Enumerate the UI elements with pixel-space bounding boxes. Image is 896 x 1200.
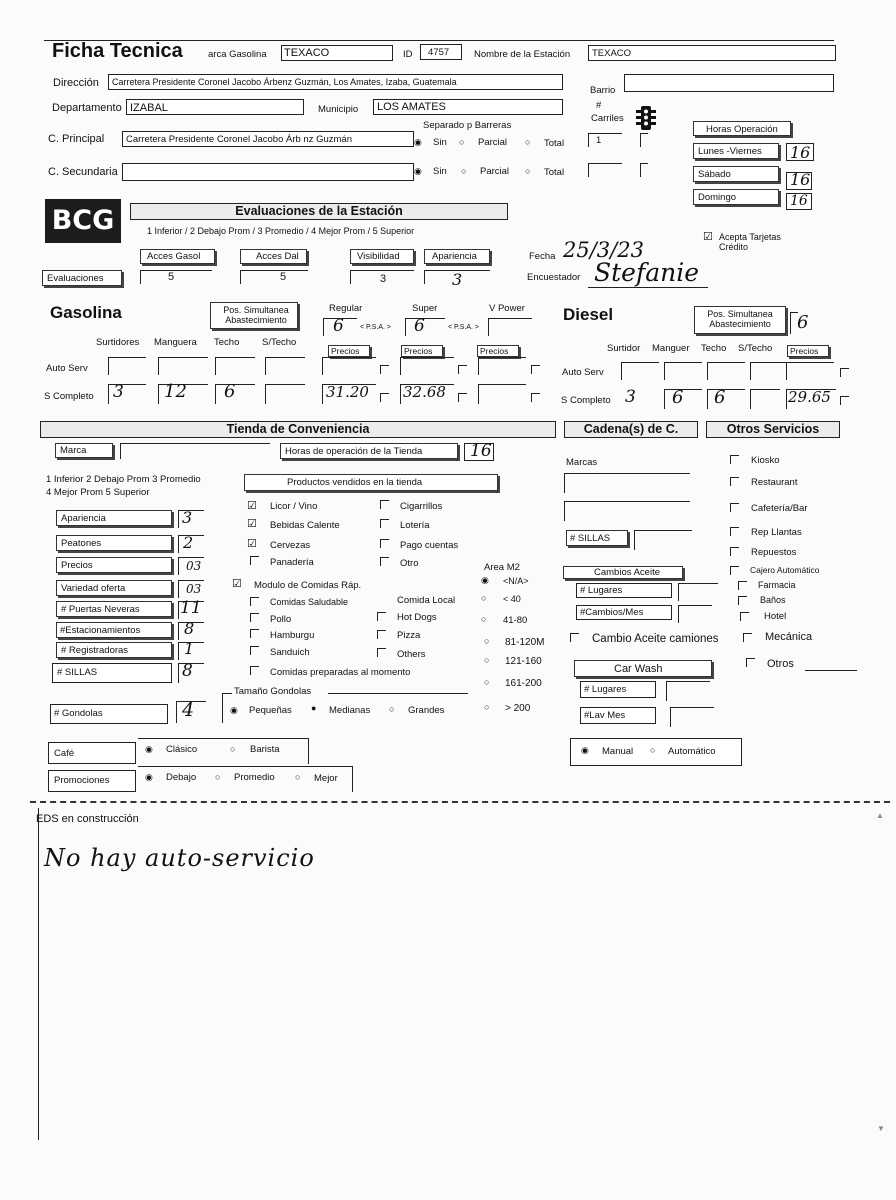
kiosko-label: Kiosko <box>751 455 780 466</box>
notes-label: EDS en construcción <box>36 813 139 825</box>
secundaria-sin-label: Sin <box>433 166 447 177</box>
regular-psa-value: 6 <box>333 316 344 336</box>
cervezas-checkbox[interactable]: ☑ <box>247 538 257 550</box>
hours-title: Horas Operación <box>706 124 778 135</box>
mejor-label: Mejor <box>314 773 338 784</box>
vpower-label: V Power <box>489 303 525 314</box>
modulo-checkbox[interactable]: ☑ <box>232 578 242 590</box>
licor-label: Licor / Vino <box>270 501 318 512</box>
area-40-label: < 40 <box>503 594 521 604</box>
registradoras-value: 1 <box>184 639 195 658</box>
acces-gasol-label: Acces Gasol <box>147 251 201 262</box>
super-label: Super <box>412 303 438 314</box>
area-na-label: <N/A> <box>503 576 529 586</box>
gas-auto-serv-label: Auto Serv <box>46 363 88 374</box>
debajo-label: Debajo <box>166 772 197 783</box>
promedio-label: Promedio <box>234 772 275 783</box>
techo-label: Techo <box>214 337 240 348</box>
pequenas-radio[interactable]: ◉ <box>230 705 238 715</box>
principal-parcial-radio[interactable]: ○ <box>459 137 465 147</box>
apariencia-value: 3 <box>452 270 463 289</box>
diesel-sc-surtidor-value: 3 <box>625 387 636 407</box>
acces-dal-value: 5 <box>280 271 287 283</box>
debajo-radio[interactable]: ◉ <box>145 772 153 782</box>
diesel-surtidor-label: Surtidor <box>607 343 641 354</box>
psa-label-2: < P.S.A. > <box>448 324 480 331</box>
domingo-value: 16 <box>790 193 808 209</box>
sc-techo-value: 6 <box>224 381 236 402</box>
cervezas-label: Cervezas <box>270 540 311 551</box>
sabado-label: Sábado <box>698 169 731 180</box>
municipio-label: Municipio <box>318 104 359 115</box>
scroll-down-icon[interactable]: ▼ <box>877 1124 885 1133</box>
carriles-label: Carriles <box>591 113 624 124</box>
diesel-pos-value: 6 <box>797 312 809 333</box>
barrio-label: Barrio <box>590 85 616 96</box>
pequenas-label: Pequeñas <box>249 705 292 716</box>
area-121-radio[interactable]: ○ <box>484 655 490 665</box>
medianas-label: Medianas <box>329 705 371 716</box>
carriles-hash: # <box>596 100 602 111</box>
diesel-sc-manguer-value: 6 <box>672 387 684 408</box>
otro-label: Otro <box>400 558 419 569</box>
secundaria-sin-radio[interactable]: ◉ <box>414 166 422 176</box>
estacionamientos-label: #Estacionamientos <box>60 625 141 636</box>
diesel-title: Diesel <box>563 305 614 324</box>
apariencia-value: 3 <box>182 508 193 527</box>
notes-text: No hay auto-servicio <box>44 844 315 872</box>
traffic-light-icon <box>635 104 657 132</box>
fecha-value: 25/3/23 <box>563 238 644 262</box>
gondolas-label: # Gondolas <box>54 708 103 719</box>
principal-total-radio[interactable]: ○ <box>525 137 531 147</box>
car-wash-title: Car Wash <box>614 663 663 675</box>
area-200-radio[interactable]: ○ <box>484 702 490 712</box>
area-200-label: > 200 <box>505 703 531 714</box>
area-81-label: 81-120M <box>505 637 545 648</box>
super-psa-value: 6 <box>414 316 425 336</box>
promociones-label: Promociones <box>54 775 110 786</box>
restaurant-label: Restaurant <box>751 477 798 488</box>
marcas-label: Marcas <box>566 457 598 468</box>
regular-precios-label: Precios <box>331 346 360 356</box>
eval-scale: 1 Inferior / 2 Debajo Prom / 3 Promedio / 4 Mejor Prom / 5 Superior <box>147 226 415 236</box>
rep-llantas-label: Rep Llantas <box>751 527 802 538</box>
scroll-up-icon[interactable]: ▲ <box>876 811 884 820</box>
direccion-value: Carretera Presidente Coronel Jacobo Árbenz Guzmán, Los Amates, Izaba, Guatemala <box>112 77 457 87</box>
preparadas-label: Comidas preparadas al momento <box>270 667 411 678</box>
puertas-label: # Puertas Neveras <box>61 604 140 615</box>
separado-label: Separado p Barreras <box>423 120 512 131</box>
municipio-value: LOS AMATES <box>377 101 446 113</box>
tarjetas-checkbox[interactable]: ☑ <box>703 231 713 243</box>
vpower-precios-label: Precios <box>480 346 509 356</box>
tarjetas-label: Acepta Tarjetas Crédito <box>719 232 781 252</box>
otros-label: Otros <box>767 658 794 670</box>
form-title: Ficha Tecnica <box>52 40 183 62</box>
sillas-label: # SILLAS <box>57 667 98 678</box>
psa-label-1: < P.S.A. > <box>360 324 392 331</box>
others-label: Others <box>397 649 426 660</box>
sillas-value: 8 <box>182 661 193 681</box>
gasolina-pos-label: Pos. Simultanea Abastecimiento <box>223 305 289 325</box>
precios-label: Precios <box>61 560 93 571</box>
peatones-label: Peatones <box>61 538 102 549</box>
cafe-label: Café <box>54 748 75 759</box>
area-161-radio[interactable]: ○ <box>484 677 490 687</box>
principal-sin-label: Sin <box>433 137 447 148</box>
apariencia-label: Apariencia <box>432 251 477 262</box>
banos-label: Baños <box>760 595 786 605</box>
principal-label: C. Principal <box>48 133 105 145</box>
visibilidad-value: 3 <box>380 273 387 285</box>
sanduich-label: Sanduich <box>270 647 310 658</box>
mejor-radio[interactable]: ○ <box>295 772 301 782</box>
eval-title: Evaluaciones de la Estación <box>130 203 508 220</box>
secundaria-total-radio[interactable]: ○ <box>525 166 531 176</box>
repuestos-label: Repuestos <box>751 547 797 558</box>
cigarrillos-label: Cigarrillos <box>400 501 443 512</box>
camiones-label: Cambio Aceite camiones <box>592 633 719 645</box>
super-precios-label: Precios <box>404 346 433 356</box>
area-161-label: 161-200 <box>505 678 542 689</box>
sc-manguera-value: 12 <box>164 381 187 402</box>
modulo-label: Modulo de Comidas Ráp. <box>254 580 362 591</box>
diesel-manguer-label: Manguer <box>652 343 690 354</box>
regular-label: Regular <box>329 303 363 314</box>
lunes-label: Lunes -Viernes <box>698 146 762 157</box>
tienda-title: Tienda de Conveniencia <box>40 421 556 438</box>
diesel-sc-techo-value: 6 <box>714 387 726 408</box>
area-label: Area M2 <box>484 562 520 573</box>
bebidas-label: Bebidas Calente <box>270 520 340 531</box>
direccion-label: Dirección <box>53 77 99 89</box>
grandes-radio[interactable]: ○ <box>389 704 395 714</box>
area-40-radio[interactable]: ○ <box>481 593 487 603</box>
grandes-label: Grandes <box>408 705 445 716</box>
cambios-aceite-title: Cambios Aceite <box>594 567 661 578</box>
pago-label: Pago cuentas <box>400 540 459 551</box>
estacionamientos-value: 8 <box>184 619 195 638</box>
panaderia-label: Panadería <box>270 557 314 568</box>
departamento-value: IZABAL <box>130 102 168 114</box>
variedad-value: 03 <box>186 582 202 596</box>
precios-value: 03 <box>186 559 202 573</box>
encuestador-label: Encuestador <box>527 272 581 283</box>
puertas-value: 11 <box>180 598 202 618</box>
cadena-sillas-label: # SILLAS <box>570 533 611 544</box>
encuestador-value: Stefanie <box>594 258 700 287</box>
promedio-radio[interactable]: ○ <box>215 772 221 782</box>
barista-radio[interactable]: ○ <box>230 744 236 754</box>
lav-mes-label: #Lav Mes <box>584 710 626 721</box>
manual-radio[interactable]: ◉ <box>581 745 589 755</box>
nombre-value: TEXACO <box>592 48 632 59</box>
pizza-label: Pizza <box>397 630 421 641</box>
fecha-label: Fecha <box>529 251 556 262</box>
pollo-label: Pollo <box>270 614 292 625</box>
domingo-label: Domingo <box>698 192 737 203</box>
section-divider <box>30 801 890 803</box>
principal-value: Carretera Presidente Coronel Jacobo Árb nz Guzmán <box>126 134 353 145</box>
secundaria-parcial-label: Parcial <box>480 166 510 177</box>
hotdogs-label: Hot Dogs <box>397 612 437 623</box>
secundaria-total-label: Total <box>544 167 565 178</box>
clasico-label: Clásico <box>166 744 198 755</box>
marca-value: TEXACO <box>284 47 330 59</box>
saludable-label: Comidas Saludable <box>270 597 349 607</box>
cadena-title: Cadena(s) de C. <box>564 421 698 438</box>
tienda-horas-label: Horas de operación de la Tienda <box>285 446 423 457</box>
mecanica-label: Mecánica <box>765 631 813 643</box>
apariencia-label: Apariencia <box>61 513 106 524</box>
lugares-label: # Lugares <box>580 585 623 596</box>
cw-lugares-label: # Lugares <box>584 684 627 695</box>
diesel-auto-serv-label: Auto Serv <box>562 367 604 378</box>
bebidas-checkbox[interactable]: ☑ <box>247 518 257 530</box>
barista-label: Barista <box>250 744 280 755</box>
sc-regular-precio-value: 31.20 <box>326 383 369 401</box>
tienda-scale-1: 1 Inferior 2 Debajo Prom 3 Promedio <box>46 474 201 485</box>
gondolas-value: 4 <box>182 699 195 721</box>
gas-s-completo-label: S Completo <box>44 391 94 402</box>
area-81-radio[interactable]: ○ <box>484 636 490 646</box>
sc-surtidores-value: 3 <box>113 382 124 402</box>
carriles-value: 1 <box>596 135 602 146</box>
principal-sin-radio[interactable]: ◉ <box>414 137 422 147</box>
tienda-marca-label: Marca <box>60 445 87 456</box>
diesel-pos-label: Pos. Simultanea Abastecimiento <box>707 309 773 329</box>
surtidores-label: Surtidores <box>96 337 140 348</box>
principal-total-label: Total <box>544 138 565 149</box>
principal-parcial-label: Parcial <box>478 137 508 148</box>
id-label: ID <box>403 49 413 60</box>
clasico-radio[interactable]: ◉ <box>145 744 153 754</box>
cafeteria-label: Cafetería/Bar <box>751 503 808 514</box>
visibilidad-label: Visibilidad <box>357 251 400 262</box>
automatico-radio[interactable]: ○ <box>650 745 656 755</box>
cajero-label: Cajero Automático <box>750 565 820 575</box>
area-na-radio[interactable]: ◉ <box>481 575 489 585</box>
manual-label: Manual <box>602 746 634 757</box>
stecho-label: S/Techo <box>262 337 297 348</box>
variedad-label: Variedad oferta <box>61 583 126 594</box>
diesel-techo-label: Techo <box>701 343 727 354</box>
diesel-precios-label: Precios <box>790 346 819 356</box>
farmacia-label: Farmacia <box>758 580 796 590</box>
hotel-label: Hotel <box>764 611 787 622</box>
hamburguesa-label: Hamburgu <box>270 630 315 641</box>
servicios-title: Otros Servicios <box>706 421 840 438</box>
area-41-radio[interactable]: ○ <box>481 614 487 624</box>
loteria-label: Lotería <box>400 520 430 531</box>
lunes-value: 16 <box>790 143 811 162</box>
area-121-label: 121-160 <box>505 656 542 667</box>
licor-checkbox[interactable]: ☑ <box>247 500 257 512</box>
local-label: Comida Local <box>397 595 456 606</box>
acces-dal-label: Acces Dal <box>256 251 299 262</box>
id-value: 4757 <box>428 47 450 58</box>
automatico-label: Automático <box>668 746 716 757</box>
tamano-label: Tamaño Gondolas <box>234 686 312 697</box>
tienda-horas-value: 16 <box>470 441 492 461</box>
secundaria-label: C. Secundaria <box>48 166 118 178</box>
medianas-radio[interactable]: ● <box>311 703 317 713</box>
registradoras-label: # Registradoras <box>61 645 129 656</box>
secundaria-parcial-radio[interactable]: ○ <box>461 166 467 176</box>
diesel-sc-precio-value: 29.65 <box>788 388 831 406</box>
departamento-label: Departamento <box>52 102 122 114</box>
marca-label: arca Gasolina <box>208 49 267 60</box>
bcg-logo: BCG <box>45 199 121 243</box>
sc-super-precio-value: 32.68 <box>403 383 446 401</box>
diesel-stecho-label: S/Techo <box>738 343 773 354</box>
peatones-value: 2 <box>183 533 194 552</box>
evaluaciones-label: Evaluaciones <box>47 273 104 284</box>
manguera-label: Manguera <box>154 337 197 348</box>
productos-title: Productos vendidos en la tienda <box>287 477 423 488</box>
sabado-value: 16 <box>790 170 811 189</box>
tienda-scale-2: 4 Mejor Prom 5 Superior <box>46 487 150 498</box>
diesel-s-completo-label: S Completo <box>561 395 611 406</box>
nombre-label: Nombre de la Estación <box>474 49 571 60</box>
cambios-mes-label: #Cambios/Mes <box>580 607 644 618</box>
area-41-label: 41-80 <box>503 615 528 626</box>
gasolina-title: Gasolina <box>50 303 122 322</box>
acces-gasol-value: 5 <box>168 271 175 283</box>
